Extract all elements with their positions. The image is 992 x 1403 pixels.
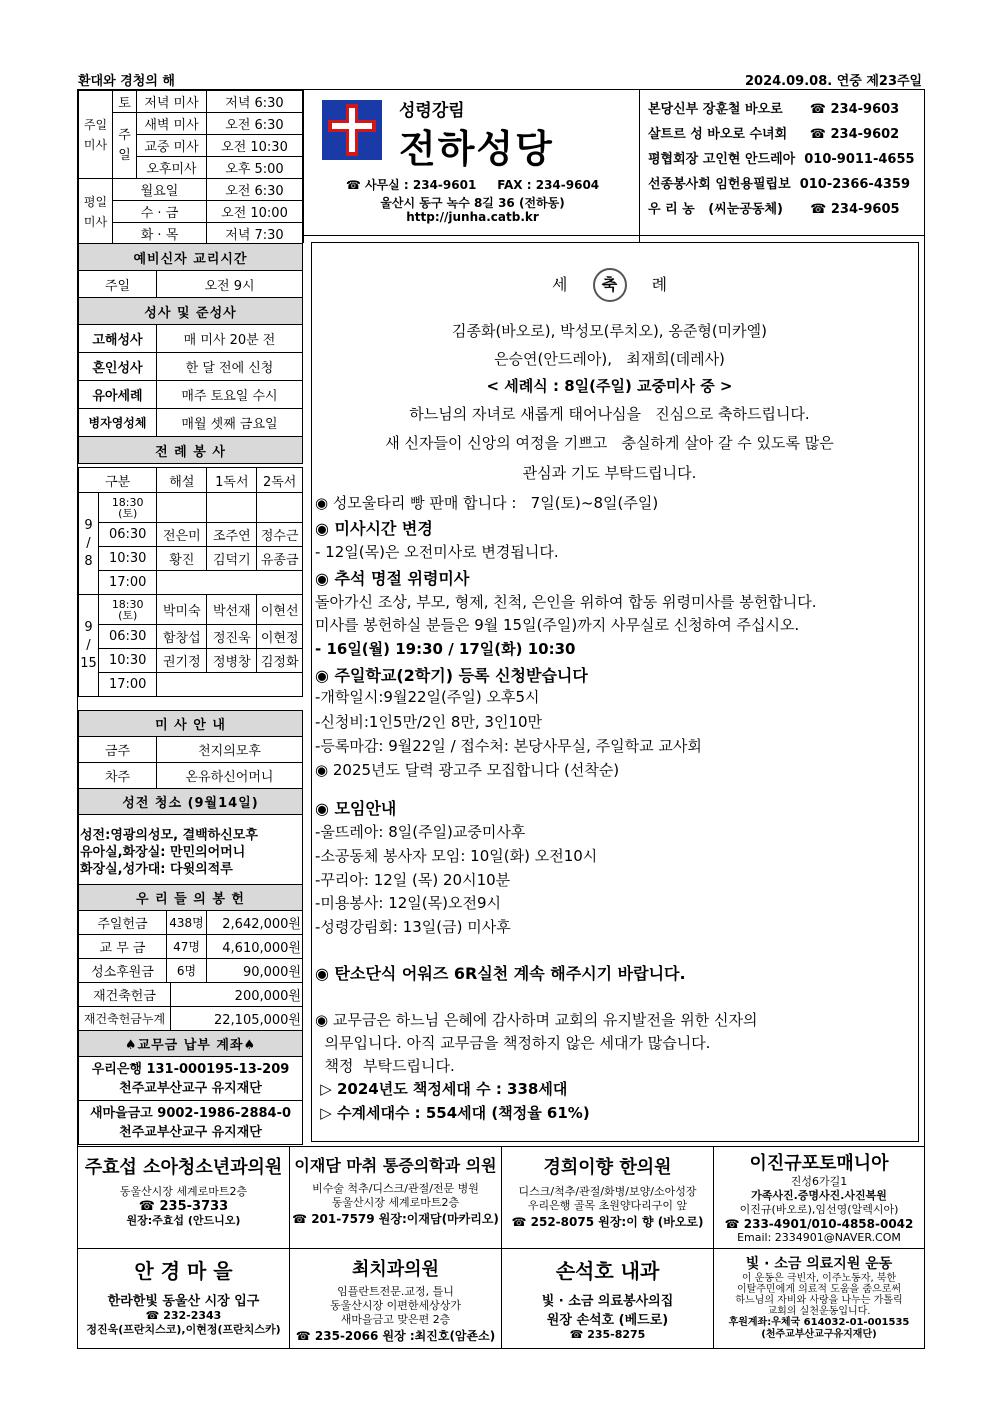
catechumen-title: 예비신자 교리시간 <box>79 244 303 271</box>
liturgy-header: 해설 <box>157 468 207 493</box>
ad-desc: 교회의 실천운동입니다. <box>767 1306 871 1317</box>
liturgy-reader1: 정진욱 <box>207 625 257 649</box>
ad-desc: 이탈주민에게 의료적 도움을 줌으로써 <box>736 1284 902 1295</box>
ad-address: 한라한빛 동울산 시장 입구 <box>107 1294 260 1309</box>
liturgy-header: 1독서 <box>207 468 257 493</box>
liturgy-commentator: 권기정 <box>157 649 207 673</box>
liturgy-reader2: 이현정 <box>257 625 303 649</box>
liturgy-time: 18:30 (토) <box>99 595 157 625</box>
ad-address: 동울산시장 세계로마트2층 <box>119 1185 248 1198</box>
ad-desc: 디스크/척추/관절/화병/보양/소아성장 <box>518 1185 697 1198</box>
ad-pain-clinic <box>290 1147 502 1248</box>
contact-line: 본당신부 장훈철 바오로 ☎ 234-9603 <box>648 102 900 117</box>
offering-table <box>78 884 303 983</box>
ad-owner: 정진욱(프란치스코),이현정(프란치스카) <box>86 1323 281 1336</box>
weekday-mass-label: 평일 미사 <box>79 179 113 245</box>
account-1 <box>79 1057 303 1101</box>
liturgy-title: 전 례 봉 사 <box>79 437 303 464</box>
ad-internal-medicine <box>502 1249 714 1349</box>
account-number: 우리은행 131-000195-13-209 <box>91 1061 290 1077</box>
rebuild-offering-table <box>78 982 303 1145</box>
cleaning-list <box>79 815 303 885</box>
ad-dental <box>290 1249 502 1349</box>
ad-title: 경희이향 한의원 <box>543 1157 672 1178</box>
meeting-item: -꾸리아: 12일 (목) 20시10분 <box>315 871 511 889</box>
liturgy-commentator: 박미숙 <box>157 595 207 625</box>
liturgy-time: 10:30 <box>99 547 157 571</box>
liturgy-commentator: 전은미 <box>157 523 207 547</box>
offering-name: 교 무 금 <box>79 935 167 959</box>
notice-text: - 12일(목)은 오전미사로 변경됩니다. <box>315 543 559 561</box>
notice-bread: ◉ 성모울타리 빵 판매 합니다 : 7일(토)~8일(주일) <box>315 494 659 512</box>
notice-text: - 16일(월) 19:30 / 17일(화) 10:30 <box>315 640 576 658</box>
ad-title: 주효섭 소아청소년과의원 <box>84 1157 283 1178</box>
baptism-ceremony: < 세례식 : 8일(주일) 교중미사 중 > <box>486 377 733 395</box>
mass-intent-table <box>78 710 303 885</box>
ad-title: 이진규포토매니아 <box>749 1153 889 1174</box>
mass-time: 오전 6:30 <box>207 113 303 135</box>
liturgy-reader1: 박선재 <box>207 595 257 625</box>
liturgy-time: 18:30 (토) <box>99 493 157 523</box>
account-holder: 천주교부산교구 유지재단 <box>119 1080 262 1096</box>
baptism-title-right: 례 <box>651 275 668 294</box>
baptism-message: 하느님의 자녀로 새롭게 태어나심을 진심으로 축하드립니다. <box>409 405 810 423</box>
notice-text: -신청비:1인5만/2인 8만, 3인10만 <box>315 713 543 731</box>
offering-amount: 4,610,000원 <box>207 935 303 959</box>
notice-memorial-mass: ◉ 추석 명절 위령미사 <box>315 569 470 588</box>
liturgy-reader1: 조주연 <box>207 523 257 547</box>
ad-title: 최치과의원 <box>352 1259 439 1280</box>
contact-line: 살트르 성 바오로 수녀회 ☎ 234-9602 <box>648 127 900 142</box>
baptism-message: 관심과 기도 부탁드립니다. <box>522 464 697 482</box>
weekday-time: 저녁 7:30 <box>207 223 303 245</box>
ad-director: 원장:주효섭 (안드니오) <box>126 1214 241 1227</box>
liturgy-commentator: 함창섭 <box>157 625 207 649</box>
ad-desc: 이 운동은 극빈자, 이주노동자, 북한 <box>741 1273 897 1284</box>
ad-title: 이재담 마취 통증의학과 의원 <box>294 1156 497 1175</box>
liturgy-date: 9 / 8 <box>79 493 99 595</box>
ad-address: 동울산시장 이편한세상상가 <box>329 1299 461 1312</box>
meeting-item: -소공동체 봉사자 모임: 10일(화) 오전10시 <box>315 847 598 865</box>
mass-intent-title: 미 사 안 내 <box>79 711 303 737</box>
contact-line: 평협회장 고인현 안드레아 010-9011-4655 <box>648 152 915 167</box>
parish-url[interactable]: http://junha.catb.kr <box>406 210 539 224</box>
meeting-item: -성령강림회: 13일(금) 미사후 <box>315 918 511 936</box>
liturgy-commentator <box>157 493 207 523</box>
saturday-label: 토 <box>113 91 137 113</box>
offering-name: 주일헌금 <box>79 911 167 935</box>
cleaning-line: 성전:영광의성모, 결백하신모후 <box>80 828 258 843</box>
baptism-names: 은승연(안드레아), 최재희(데레사) <box>494 350 725 368</box>
liturgy-time: 10:30 <box>99 649 157 673</box>
liturgy-header: 구분 <box>79 468 157 493</box>
celebration-mark-icon: 축 <box>593 268 627 302</box>
ad-title: 손석호 내과 <box>555 1259 660 1283</box>
offering-count: 438명 <box>167 911 207 935</box>
notice-text: 돌아가신 조상, 부모, 형제, 친척, 은인을 위하여 합동 위령미사를 봉헌합니다. <box>315 593 817 611</box>
ad-optician <box>78 1249 290 1349</box>
liturgy-reader1: 정병창 <box>207 649 257 673</box>
parish-header <box>303 90 640 243</box>
liturgy-reader2: 정수근 <box>257 523 303 547</box>
account-2 <box>79 1101 303 1145</box>
bulletin-page <box>77 89 925 1349</box>
rebuild-name: 재건축헌금누계 <box>79 1007 171 1031</box>
ad-address: 동울산시장 세계로마트2층 <box>331 1196 460 1209</box>
liturgy-commentator: 황진 <box>157 547 207 571</box>
offering-count: 6명 <box>167 959 207 983</box>
offering-title: 우 리 들 의 봉 헌 <box>79 885 303 911</box>
parish-subtitle: 성령강림 <box>399 101 465 121</box>
notice-calendar: ◉ 2025년도 달력 광고주 모집합니다 (선착순) <box>315 761 620 779</box>
bulletin-date: 2024.09.08. 연중 제23주일 <box>745 74 923 89</box>
liturgy-reader2: 김정화 <box>257 649 303 673</box>
liturgy-empty <box>157 673 303 697</box>
sacrament-value: 한 달 전에 신청 <box>157 353 303 381</box>
notice-mass-change: ◉ 미사시간 변경 <box>315 519 433 538</box>
mass-name: 오후미사 <box>137 157 207 179</box>
ad-desc: 빛 · 소금 의료봉사의집 <box>541 1294 674 1309</box>
cleaning-line: 화장실,성가대: 다윗의적루 <box>80 862 233 877</box>
cleaning-line: 유아실,화장실: 만민의어머니 <box>80 845 246 860</box>
liturgy-empty <box>157 571 303 595</box>
ad-phone: ☎ 235-3733 <box>138 1199 229 1214</box>
sacrament-value: 매 미사 20분 전 <box>157 325 303 353</box>
baptism-message: 새 신자들이 신앙의 여정을 기쁘고 충실하게 살아 갈 수 있도록 많은 <box>385 434 834 452</box>
weekday-name: 수 · 금 <box>113 201 207 223</box>
ad-phone: ☎ 252-8075 원장:이 향 (바오로) <box>511 1215 704 1229</box>
mass-time: 오후 5:00 <box>207 157 303 179</box>
baptism-heading <box>304 268 915 302</box>
mass-name: 교중 미사 <box>137 135 207 157</box>
notice-households: ▷ 수계세대수 : 554세대 (책정율 61%) <box>315 1104 590 1122</box>
ad-phone: ☎ 232-2343 <box>145 1309 222 1322</box>
parish-name: 전하성당 <box>399 126 554 171</box>
ad-oriental-clinic <box>502 1147 714 1248</box>
ad-owner: 이진규(바오로),임선영(알렉시아) <box>739 1203 899 1216</box>
liturgy-date: 9 / 15 <box>79 595 99 697</box>
catechumen-time: 오전 9시 <box>157 271 303 298</box>
catechumen-table <box>78 243 303 464</box>
ad-photo-studio <box>714 1147 924 1248</box>
liturgy-reader1: 김덕기 <box>207 547 257 571</box>
contact-list <box>648 97 923 222</box>
offering-amount: 90,000원 <box>207 959 303 983</box>
mass-time: 저녁 6:30 <box>207 91 303 113</box>
notice-households: ▷ 2024년도 책정세대 수 : 338세대 <box>315 1080 568 1098</box>
ad-title: 안 경 마 을 <box>134 1259 233 1283</box>
rebuild-amount: 22,105,000원 <box>171 1007 303 1031</box>
ad-director: 원장 손석호 (베드로) <box>546 1313 669 1328</box>
notice-text: 의무입니다. 아직 교무금을 책정하지 않은 세대가 많습니다. <box>315 1034 711 1052</box>
mass-intent-name: 차주 <box>79 763 157 789</box>
weekday-name: 월요일 <box>113 179 207 201</box>
baptism-names: 김종화(바오로), 박성모(루치오), 옹준형(미카엘) <box>451 322 767 340</box>
mass-name: 저녁 미사 <box>137 91 207 113</box>
offering-count: 47명 <box>167 935 207 959</box>
meeting-item: -미용봉사: 12일(목)오전9시 <box>315 894 501 912</box>
notice-carbon-fast: ◉ 탄소단식 어워즈 6R실천 계속 해주시기 바랍니다. <box>315 964 686 983</box>
sacrament-value: 매월 셋째 금요일 <box>157 409 303 437</box>
account-number: 새마을금고 9002-1986-2884-0 <box>89 1105 292 1121</box>
mass-intent-name: 금주 <box>79 737 157 763</box>
sunday-label: 주 일 <box>113 113 137 179</box>
ad-address: 진성6가길1 <box>790 1175 848 1188</box>
baptism-title-left: 세 <box>551 275 568 294</box>
contact-line: 우 리 농 (씨눈공동체) ☎ 234-9605 <box>648 202 900 217</box>
cleaning-title: 성전 청소 (9월14일) <box>79 789 303 815</box>
yearly-theme: 환대와 경청의 해 <box>78 74 175 89</box>
notice-text: -등록마감: 9월22일 / 접수처: 본당사무실, 주일학교 교사회 <box>315 737 702 755</box>
rebuild-amount: 200,000원 <box>171 983 303 1007</box>
notice-text: 미사를 봉헌하실 분들은 9월 15일(주일)까지 사무실로 신청하여 주십시오. <box>315 616 800 634</box>
ad-phone: ☎ 233-4901/010-4858-0042 <box>724 1217 914 1231</box>
mass-name: 새벽 미사 <box>137 113 207 135</box>
sacrament-title: 성사 및 준성사 <box>79 298 303 325</box>
ad-address: 새마을금고 맞은편 2층 <box>340 1313 451 1326</box>
liturgy-header: 2독서 <box>257 468 303 493</box>
liturgy-time: 17:00 <box>99 571 157 595</box>
notice-meetings: ◉ 모임안내 <box>315 799 397 818</box>
sunday-mass-label: 주일 미사 <box>79 91 113 179</box>
ad-desc: 비수술 척추/디스크/관절/전문 병원 <box>312 1182 479 1195</box>
liturgy-reader2: 유종금 <box>257 547 303 571</box>
weekday-name: 화 · 목 <box>113 223 207 245</box>
ad-phone: ☎ 235-2066 원장 :최진호(암죤소) <box>295 1329 496 1343</box>
notice-sunday-school: ◉ 주일학교(2학기) 등록 신청받습니다 <box>315 666 588 685</box>
liturgy-time: 06:30 <box>99 625 157 649</box>
ad-desc: 임플란트전문.교정, 틀니 <box>337 1285 454 1298</box>
mass-time: 오전 10:30 <box>207 135 303 157</box>
sacrament-name: 유아세례 <box>79 381 157 409</box>
ad-phone: ☎ 235-8275 <box>569 1328 646 1341</box>
offering-name: 성소후원금 <box>79 959 167 983</box>
liturgy-reader1 <box>207 493 257 523</box>
ad-medical-support <box>714 1249 924 1349</box>
meeting-item: -울뜨레아: 8일(주일)교중미사후 <box>315 823 526 841</box>
office-phone: ☎ 사무실 : 234-9601 FAX : 234-9604 <box>345 178 600 192</box>
sacrament-name: 병자영성체 <box>79 409 157 437</box>
liturgy-table <box>78 467 303 697</box>
mass-schedule-table <box>78 90 303 245</box>
rebuild-name: 재건축헌금 <box>79 983 171 1007</box>
sacrament-value: 매주 토요일 수시 <box>157 381 303 409</box>
parish-logo-icon <box>322 100 382 160</box>
liturgy-time: 17:00 <box>99 673 157 697</box>
offering-amount: 2,642,000원 <box>207 911 303 935</box>
ad-title: 빛 · 소금 의료지원 운동 <box>745 1256 893 1272</box>
parish-address: 울산시 동구 녹수 8길 36 (전하동) <box>380 196 565 210</box>
ad-desc: 하느님의 자비와 사랑을 나누는 가톨릭 <box>735 1295 903 1306</box>
liturgy-time: 06:30 <box>99 523 157 547</box>
sacrament-name: 혼인성사 <box>79 353 157 381</box>
ad-account-holder: (천주교부산교구유지재단) <box>761 1329 877 1340</box>
liturgy-reader2 <box>257 493 303 523</box>
ad-pediatrics <box>78 1147 290 1248</box>
notice-text: -개학일시:9월22일(주일) 오후5시 <box>315 688 540 706</box>
contact-line: 선종봉사회 임헌용필립보 010-2366-4359 <box>648 177 911 192</box>
ad-address: 우리은행 골목 초원양다리구이 앞 <box>527 1199 688 1212</box>
mass-intent-value: 천지의모후 <box>157 737 303 763</box>
ad-account: 후원계좌:우체국 614032-01-001535 <box>728 1317 910 1328</box>
ad-desc: 가족사진.증명사진.사진복원 <box>751 1189 887 1202</box>
weekday-time: 오전 10:00 <box>207 201 303 223</box>
liturgy-reader2: 이현선 <box>257 595 303 625</box>
account-holder: 천주교부산교구 유지재단 <box>119 1124 262 1140</box>
notice-text: 책정 부탁드립니다. <box>315 1057 455 1075</box>
ad-phone: ☎ 201-7579 원장:이재담(마카리오) <box>292 1212 499 1226</box>
notice-dues: ◉ 교무금은 하느님 은혜에 감사하며 교회의 유지발전을 위한 신자의 <box>315 1011 758 1029</box>
ad-email: Email: 2334901@NAVER.COM <box>737 1231 901 1244</box>
catechumen-day: 주일 <box>79 271 157 298</box>
sacrament-name: 고해성사 <box>79 325 157 353</box>
account-title: ♠교무금 납부 계좌♠ <box>79 1031 303 1057</box>
mass-intent-value: 온유하신어머니 <box>157 763 303 789</box>
weekday-time: 오전 6:30 <box>207 179 303 201</box>
